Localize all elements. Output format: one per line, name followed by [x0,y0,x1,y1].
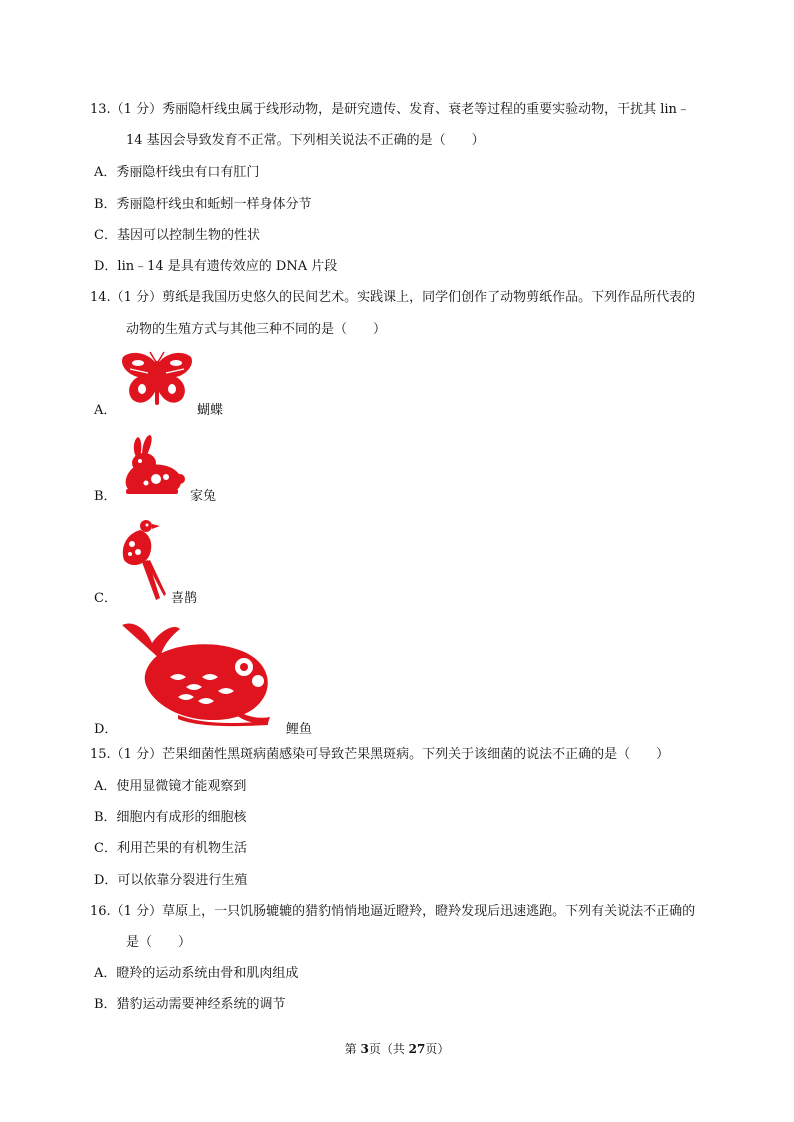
page-footer [0,1040,794,1057]
footer-total-pages: 27 [408,1042,426,1056]
q13-stem-line2: 14 基因会导致发育不正常。下列相关说法不正确的是（ ） [126,133,485,148]
q15-option-b: B．细胞内有成形的细胞核 [94,810,247,825]
q15-option-a: A．使用显微镜才能观察到 [94,779,247,794]
q14-option-c-caption: 喜鹊 [171,591,198,606]
q14-option-d-caption: 鲤鱼 [286,722,313,737]
footer-page-number: 3 [360,1042,369,1056]
footer-mid: 页（共 [368,1042,409,1056]
q16-stem-line2: 是（ ） [126,935,192,950]
q15-stem-line1: 15.（1 分）芒果细菌性黑斑病菌感染可导致芒果黑斑病。下列关于该细菌的说法不正确的是（ ） [90,747,670,762]
q14-stem-line1: 14.（1 分）剪纸是我国历史悠久的民间艺术。实践课上，同学们创作了动物剪纸作品。下列作品所代表的 [90,290,696,305]
q16-stem-line1: 16.（1 分）草原上，一只饥肠辘辘的猎豹悄悄地逼近瞪羚，瞪羚发现后迅速逃跑。下列有关说法不正确的 [90,904,696,919]
q16-option-a: A．瞪羚的运动系统由骨和肌肉组成 [94,966,299,981]
magpie-papercut-icon [116,518,170,602]
rabbit-papercut-icon [116,433,188,497]
q14-option-a-label: A． [94,403,117,418]
q15-option-c: C．利用芒果的有机物生活 [94,841,247,856]
q13-option-a: A．秀丽隐杆线虫有口有肛门 [94,165,260,180]
q14-option-b-label: B． [94,489,117,504]
q14-option-a-caption: 蝴蝶 [197,403,224,418]
q16-option-b: B．猎豹运动需要神经系统的调节 [94,997,286,1012]
q13-option-c: C．基因可以控制生物的性状 [94,228,260,243]
footer-post: 页） [425,1042,450,1056]
q14-option-c-label: C． [94,591,117,606]
q14-option-d-label: D． [94,722,118,737]
butterfly-papercut-icon [120,351,194,411]
carp-papercut-icon [118,615,276,729]
q13-stem-line1: 13.（1 分）秀丽隐杆线虫属于线形动物，是研究遗传、发育、衰老等过程的重要实验动物，干扰其 lin﹣ [90,102,690,117]
footer-pre: 第 [344,1042,361,1056]
q14-option-b-caption: 家兔 [190,489,217,504]
q13-option-b: B．秀丽隐杆线虫和蚯蚓一样身体分节 [94,197,312,212]
q13-option-d: D．lin﹣14 是具有遗传效应的 DNA 片段 [94,259,338,274]
q14-stem-line2: 动物的生殖方式与其他三种不同的是（ ） [126,322,387,337]
q15-option-d: D．可以依靠分裂进行生殖 [94,873,248,888]
